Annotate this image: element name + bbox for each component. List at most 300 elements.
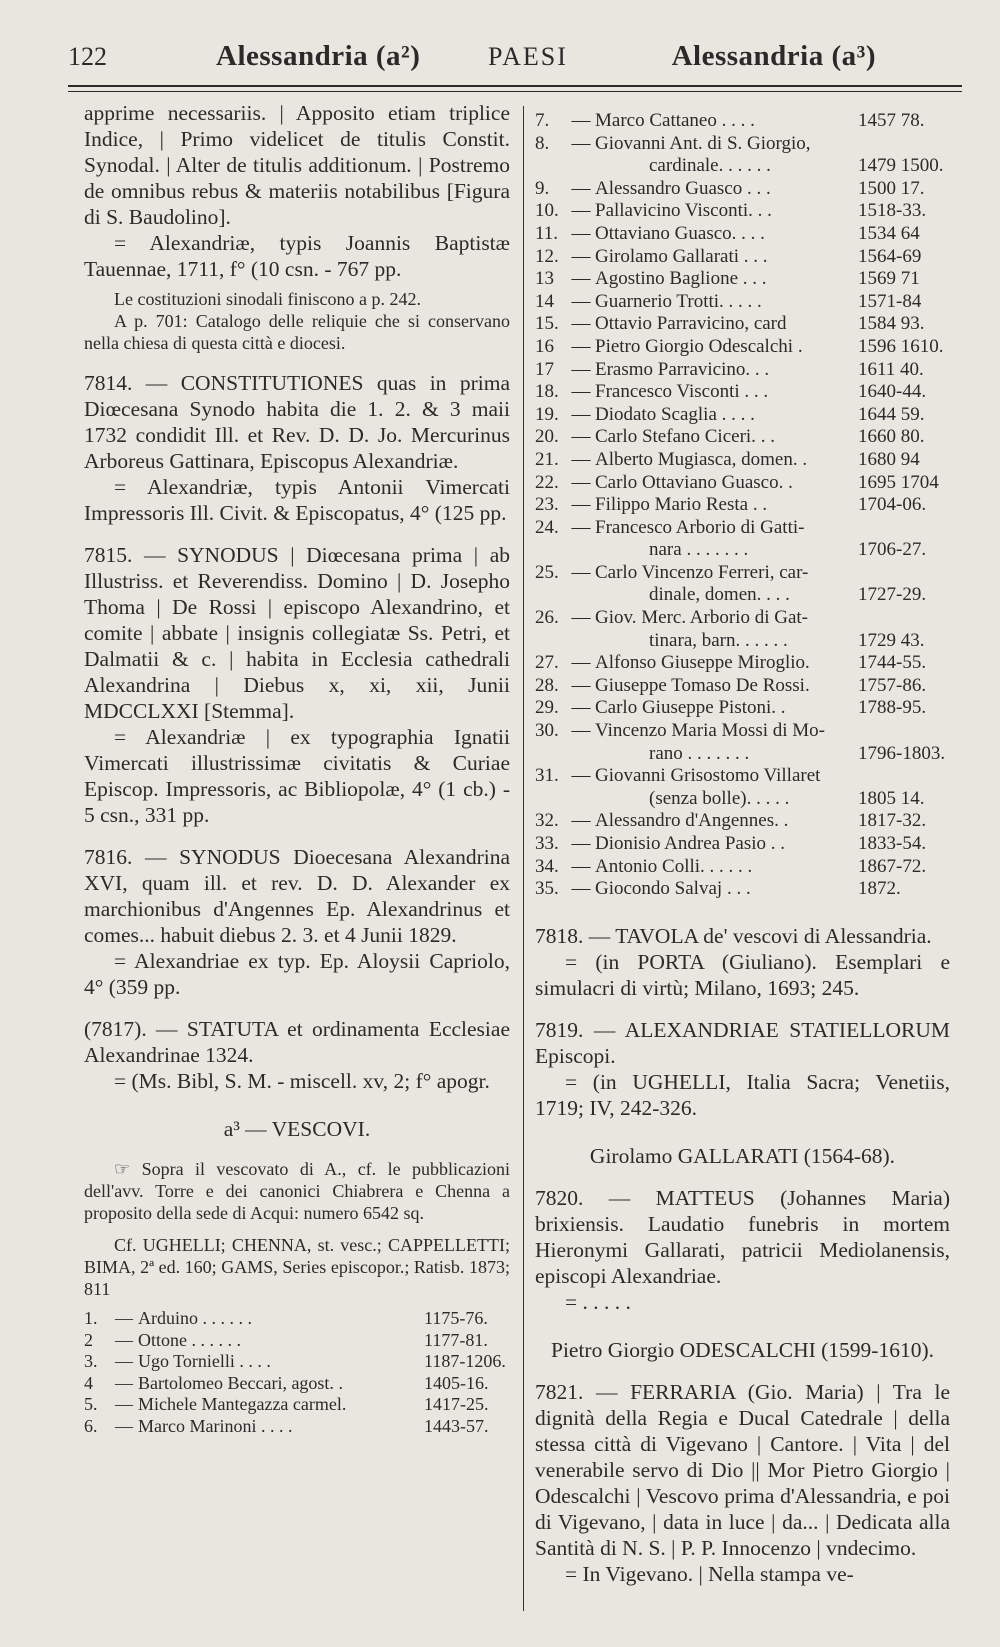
bishop-list	[84, 1308, 510, 1437]
bishop-name	[595, 133, 858, 156]
leader-dots: . . . . . .	[187, 1329, 241, 1350]
bishop-years: 1457 78.	[858, 110, 925, 131]
bishop-row	[535, 381, 950, 404]
bishop-row	[535, 765, 950, 788]
bishop-number: 27.	[535, 652, 559, 674]
dash: —	[571, 697, 591, 719]
bishop-name-text: Alessandro d'Angennes.	[595, 810, 779, 832]
note-line: Cf. UGHELLI; CHENNA, st. vesc.; CAPPELLETTI; BIMA, 2ª ed. 160; GAMS, Series episcopor.; Ratisb. 1873; 811	[84, 1235, 510, 1299]
bishop-row	[535, 110, 950, 133]
bishop-years: 1796-1803.	[858, 742, 946, 764]
note-line: A p. 701: Catalogo delle reliquie che si conservano nella chiesa di questa città e diocesi.	[84, 311, 510, 353]
bishop-name	[595, 291, 858, 314]
bishop-years: 1564-69	[858, 245, 922, 267]
dash: —	[571, 222, 591, 244]
bishop-name-text: Giov. Merc. Arborio di Gat-	[595, 607, 808, 629]
imprint-line: = Alexandriæ | ex typographia Ignatii Vimercati illustrissimæ civitatis & Curiae Episcop. Impressoris, ac Bibliopolæ, 4° (1 cb.) - 5 csn., 331 pp.	[84, 725, 510, 827]
leader-dots: . . . .	[716, 110, 755, 131]
bishop-years: 1611 40.	[858, 358, 924, 380]
bishop-years: 1571-84	[858, 290, 922, 312]
bishop-number: 22.	[535, 471, 559, 493]
note-line: ☞ Sopra il vescovato di A., cf. le pubblicazioni dell'avv. Torre e dei canonici Chiabrera e Chenna a proposito della sede di Acqui: numero 6542 sq.	[84, 1159, 510, 1223]
leader-dots: . .	[755, 426, 775, 448]
bishop-name	[595, 268, 858, 291]
bishop-number: 23.	[535, 494, 559, 516]
bishop-number: 24.	[535, 516, 559, 538]
bishop-name	[595, 200, 858, 223]
bishop-name	[595, 630, 858, 653]
bishop-years: 1443-57.	[424, 1415, 489, 1436]
bishop-name-text: Giovanni Grisostomo Villaret	[595, 765, 821, 787]
bishop-row	[535, 449, 950, 472]
subheading: Pietro Giorgio ODESCALCHI (1599-1610).	[550, 1337, 934, 1362]
bishop-number: 21.	[535, 448, 559, 470]
bishop-number: 12.	[535, 245, 559, 267]
bishop-number: 18.	[535, 381, 559, 403]
bishop-name	[595, 765, 858, 788]
bishop-number: 29.	[535, 697, 559, 719]
leader-dots: . .	[766, 833, 785, 854]
imprint-line: = . . . . .	[565, 1289, 631, 1314]
dash: —	[571, 878, 591, 900]
bishop-list	[535, 110, 950, 901]
leader-dots: . .	[750, 358, 770, 380]
dash: —	[571, 177, 591, 199]
bishop-name-text: Girolamo Gallarati	[595, 245, 740, 267]
bishop-years	[858, 765, 950, 788]
bishop-row	[84, 1330, 510, 1352]
leader-dots: . . . .	[716, 403, 755, 425]
bishop-name-text: Giuseppe Tomaso De Rossi.	[595, 674, 810, 696]
dash: —	[571, 426, 591, 448]
entry-7818: 7818. — TAVOLA de' vescovi di Alessandria.	[535, 923, 932, 948]
dash	[567, 584, 595, 607]
bishop-years: 1872.	[858, 878, 901, 900]
page-number: 122	[68, 42, 107, 71]
dash: —	[571, 855, 591, 877]
bishop-name	[595, 223, 858, 246]
bishop-years	[858, 562, 950, 585]
dash: —	[571, 674, 591, 696]
dash: —	[571, 245, 591, 267]
bishop-years: 1584 93.	[858, 313, 925, 335]
bishop-row	[535, 810, 950, 833]
leader-dots: . . . . .	[740, 629, 788, 651]
leader-dots: . . .	[761, 584, 790, 606]
bishop-name	[595, 607, 858, 630]
bishop-number: 3.	[84, 1351, 98, 1371]
section-heading: a³ — VESCOVI.	[223, 1117, 371, 1141]
bishop-number: 7.	[535, 110, 550, 131]
bishop-row	[535, 517, 950, 540]
bishop-years: 1805 14.	[858, 787, 925, 809]
bishop-years: 1817-32.	[858, 810, 927, 832]
bishop-years: 1867-72.	[858, 855, 927, 877]
imprint-line: = In Vigevano. | Nella stampa ve-	[565, 1561, 854, 1586]
bishop-name	[595, 743, 858, 766]
bishop-name-text: Vincenzo Maria Mossi di Mo-	[595, 720, 825, 742]
bishop-years	[858, 517, 950, 540]
bishop-name	[595, 404, 858, 427]
bishop-number: 28.	[535, 674, 559, 696]
bishop-years: 1660 80.	[858, 426, 925, 448]
dash: —	[115, 1415, 133, 1436]
bishop-number	[535, 743, 567, 766]
bishop-name	[595, 494, 858, 517]
bishop-years: 1500 17.	[858, 177, 925, 199]
bishop-number: 2	[84, 1329, 93, 1350]
dash: —	[571, 720, 591, 742]
bishop-row	[535, 833, 950, 856]
right-column	[535, 110, 950, 1620]
bishop-name	[595, 810, 858, 833]
bishop-name	[595, 833, 858, 856]
bishop-years: 1569 71	[858, 268, 920, 290]
bishop-name	[595, 449, 858, 472]
bishop-name	[595, 878, 858, 901]
bishop-name-text: Ottone	[138, 1329, 187, 1350]
dash	[567, 630, 595, 653]
bishop-name-text: Ottavio Parravicino, card	[595, 313, 787, 335]
dash: —	[115, 1329, 133, 1350]
bishop-years: 1704-06.	[858, 494, 927, 516]
header-rule-thin	[68, 91, 962, 92]
header-rule-thick	[68, 85, 962, 87]
bishop-years: 1405-16.	[424, 1372, 489, 1393]
bishop-number: 6.	[84, 1415, 98, 1436]
running-header	[68, 36, 972, 76]
leader-dots: . . . .	[751, 787, 790, 809]
bishop-name-text: Alessandro Guasco	[595, 177, 743, 199]
dash: —	[571, 313, 591, 335]
bishop-name-text: nara	[649, 539, 682, 561]
bishop-number: 26.	[535, 607, 559, 629]
imprint-line: = (Ms. Bibl, S. M. - miscell. xv, 2; f° apogr.	[114, 1069, 490, 1093]
bishop-number: 9.	[535, 177, 550, 199]
leader-dots: . . .	[739, 245, 768, 267]
bishop-name	[595, 539, 858, 562]
dash: —	[571, 290, 591, 312]
bishop-name	[595, 155, 858, 178]
dash: —	[571, 652, 591, 674]
bishop-name	[595, 720, 858, 743]
dash: —	[115, 1308, 133, 1328]
bishop-name	[138, 1416, 424, 1438]
leader-dots: .	[776, 697, 786, 719]
bishop-number: 14	[535, 290, 554, 312]
header-right-title: Alessandria (a³)	[671, 40, 876, 72]
bishop-name-text: Filippo Mario Resta	[595, 494, 749, 516]
bishop-name	[595, 336, 858, 359]
bishop-number: 16	[535, 335, 554, 357]
imprint-line: = Alexandriæ, typis Antonii Vimercati Impressoris Ill. Civit. & Episcopatus, 4° (125 pp.	[84, 475, 510, 525]
bishop-number: 10.	[535, 200, 559, 222]
leader-dots: . .	[752, 200, 772, 222]
dash	[567, 788, 595, 811]
left-column	[84, 100, 510, 1620]
dash: —	[571, 448, 591, 470]
bishop-number	[535, 539, 567, 562]
bishop-number: 31.	[535, 765, 559, 787]
bishop-years: 1177-81.	[424, 1329, 488, 1350]
bishop-years: 1727-29.	[858, 584, 927, 606]
bishop-row	[535, 856, 950, 879]
leader-dots: . . . . . . .	[682, 742, 750, 764]
bishop-row	[535, 359, 950, 382]
bishop-row	[535, 562, 950, 585]
bishop-name-text: Bartolomeo Beccari, agost.	[138, 1372, 334, 1393]
bishop-name-text: Guarnerio Trotti.	[595, 290, 724, 312]
dash: —	[115, 1351, 133, 1371]
bishop-name-text: Dionisio Andrea Pasio	[595, 833, 766, 854]
bishop-years: 1534 64	[858, 222, 920, 244]
dash: —	[571, 335, 591, 357]
bishop-row	[535, 404, 950, 427]
entry-continuation: apprime necessariis. | Apposito etiam triplice Indice, | Primo videlicet de titulis Constit. Synodal. | Alter de titulis additionum. | Postremo de omnibus rebus & materiis notabilibus [Figura di S. Baudolino].	[84, 101, 510, 229]
subheading: Girolamo GALLARATI (1564-68).	[589, 1143, 896, 1168]
bishop-years: 1640-44.	[858, 381, 927, 403]
dash: —	[115, 1372, 133, 1393]
bishop-number: 15.	[535, 313, 559, 335]
bishop-name	[138, 1351, 424, 1373]
bishop-years: 1729 43.	[858, 629, 925, 651]
bishop-name-text: Giocondo Salvaj	[595, 878, 723, 900]
bishop-name	[138, 1308, 424, 1330]
bishop-row	[84, 1416, 510, 1438]
dash: —	[571, 833, 591, 854]
bishop-name	[595, 856, 858, 879]
dash: —	[571, 765, 591, 787]
header-left-title: Alessandria (a²)	[216, 40, 421, 72]
bishop-years	[858, 720, 950, 743]
bishop-name-text: cardinale	[649, 155, 719, 177]
bishop-name-text: Pallavicino Visconti.	[595, 200, 753, 222]
leader-dots: . . . . . .	[718, 155, 771, 177]
bishop-name-text: tinara, barn.	[649, 629, 741, 651]
bishop-name-text: Alberto Mugiasca, domen.	[595, 448, 798, 470]
imprint-line: = Alexandriæ, typis Joannis Baptistæ Tauennae, 1711, f° (10 csn. - 767 pp.	[84, 231, 510, 281]
leader-dots: . . . . . .	[198, 1308, 252, 1328]
leader-dots: .	[783, 471, 793, 493]
bishop-number: 30.	[535, 720, 559, 742]
bishop-name-text: dinale, domen.	[649, 584, 762, 606]
entry-7820: 7820. — MATTEUS (Johannes Maria) brixiensis. Laudatio funebris in mortem Hieronymi Gallarati, patricii Mediolanensis, episcopi Alexandriae.	[535, 1185, 950, 1288]
bishop-row	[535, 268, 950, 291]
bishop-name-text: Giovanni Ant. di S. Giorgio,	[595, 132, 811, 154]
bishop-number: 8.	[535, 132, 550, 154]
bishop-name	[595, 246, 858, 269]
bishop-number: 11.	[535, 222, 559, 244]
bishop-name-text: Agostino Baglione	[595, 268, 739, 290]
bishop-row	[535, 133, 950, 156]
bishop-name-text: Alfonso Giuseppe Miroglio.	[595, 652, 810, 674]
bishop-row	[535, 539, 950, 562]
bishop-row	[535, 426, 950, 449]
entry-7819: 7819. — ALEXANDRIAE STATIELLORUM Episcopi.	[535, 1017, 950, 1068]
bishop-name	[138, 1373, 424, 1395]
leader-dots: . . . . .	[704, 855, 753, 877]
dash	[567, 539, 595, 562]
leader-dots: . . .	[739, 381, 769, 403]
bishop-name	[595, 381, 858, 404]
bishop-name	[595, 675, 858, 698]
bishop-row	[535, 336, 950, 359]
leader-dots: .	[333, 1372, 343, 1393]
bishop-name-text: Francesco Arborio di Gatti-	[595, 516, 805, 538]
bishop-name	[595, 697, 858, 720]
leader-dots: . . . .	[723, 290, 762, 312]
bishop-row	[535, 675, 950, 698]
leader-dots: . . .	[742, 177, 771, 199]
dash: —	[115, 1394, 133, 1414]
bishop-years: 1757-86.	[858, 674, 927, 696]
bishop-name	[595, 472, 858, 495]
entry-7821: 7821. — FERRARIA (Gio. Maria) | Tra le dignità della Regia e Ducal Catedrale | della stessa città di Vigevano | Cantore. | Vita | del venerabile servo di Dio || Mor Pietro Giorgio | Odescalchi | Vescovo prima d'Alessandria, e poi di Vigevano, | data in luce | da... | Dedicata alla Santità di N. S. | P. P. Innocenzo | vndecimo.	[535, 1379, 950, 1560]
imprint-line: = Alexandriae ex typ. Ep. Aloysii Capriolo, 4° (359 pp.	[84, 949, 510, 999]
leader-dots: .	[793, 335, 803, 357]
bishop-years: 1518-33.	[858, 200, 927, 222]
dash: —	[571, 607, 591, 629]
bishop-row	[535, 607, 950, 630]
entry-7815: 7815. — SYNODUS | Diœcesana prima | ab Illustriss. et Reverendiss. Domino | D. Josepho Thoma | De Rossi | episcopo Alexandrino, et comite | abbate | insignis collegiatæ Ss. Petri, et Dalmatii & c. | habita in Ecclesia cathedrali Alexandrina | Diebus x, xi, xii, Junii MDCCLXXI [Stemma].	[84, 543, 510, 723]
bishop-years: 1788-95.	[858, 697, 927, 719]
bishop-row	[535, 630, 950, 653]
dash: —	[571, 516, 591, 538]
leader-dots: . . . .	[256, 1415, 293, 1436]
bishop-row	[535, 223, 950, 246]
dash: —	[571, 810, 591, 832]
bishop-name-text: Antonio Colli.	[595, 855, 705, 877]
bishop-number: 20.	[535, 426, 559, 448]
bishop-row	[535, 720, 950, 743]
bishop-years	[858, 133, 950, 156]
entry-7816: 7816. — SYNODUS Dioecesana Alexandrina XVI, quam ill. et rev. D. D. Alexander ex marchionibus d'Angennes Ep. Alexandrinus et comes... habuit diebus 2. 3. et 4 Junii 1829.	[84, 845, 510, 947]
bishop-years: 1175-76.	[424, 1308, 488, 1328]
dash: —	[571, 561, 591, 583]
bishop-years: 1744-55.	[858, 652, 927, 674]
bishop-name-text: (senza bolle).	[649, 787, 752, 809]
dash: —	[571, 494, 591, 516]
dash: —	[571, 358, 591, 380]
bishop-name	[595, 517, 858, 540]
bishop-name-text: Erasmo Parravicino.	[595, 358, 751, 380]
dash: —	[571, 200, 591, 222]
bishop-name-text: Arduino	[138, 1308, 198, 1328]
bishop-row	[84, 1308, 510, 1330]
bishop-number	[535, 788, 567, 811]
bishop-row	[535, 878, 950, 901]
bishop-number: 34.	[535, 855, 559, 877]
bishop-name-text: Michele Mantegazza carmel.	[138, 1394, 347, 1414]
bishop-number: 4	[84, 1372, 93, 1393]
bishop-years	[858, 607, 950, 630]
bishop-name-text: Carlo Stefano Ciceri.	[595, 426, 756, 448]
bishop-years: 1695 1704	[858, 471, 939, 493]
bishop-number: 1.	[84, 1308, 98, 1328]
bishop-name-text: Ottaviano Guasco.	[595, 222, 737, 244]
bishop-name-text: Diodato Scaglia	[595, 403, 717, 425]
bishop-row	[535, 652, 950, 675]
leader-dots: . .	[748, 494, 768, 516]
note-line: Le costituzioni sinodali finiscono a p. 242.	[114, 289, 421, 309]
bishop-number: 17	[535, 358, 554, 380]
bishop-row	[535, 200, 950, 223]
bishop-name	[595, 313, 858, 336]
bishop-years: 1833-54.	[858, 833, 927, 854]
bishop-name-text: rano	[649, 742, 683, 764]
dash	[567, 155, 595, 178]
bishop-number: 25.	[535, 561, 559, 583]
bishop-years: 1479 1500.	[858, 155, 944, 177]
dash: —	[571, 381, 591, 403]
leader-dots: . . . .	[234, 1351, 271, 1371]
bishop-row	[84, 1373, 510, 1395]
bishop-years: 1596 1610.	[858, 335, 944, 357]
bishop-row	[535, 494, 950, 517]
bishop-row	[535, 697, 950, 720]
bishop-name-text: Pietro Giorgio Odescalchi	[595, 335, 794, 357]
bishop-name	[595, 788, 858, 811]
bishop-years: 1706-27.	[858, 539, 927, 561]
column-divider	[523, 106, 524, 1611]
imprint-line: = (in PORTA (Giuliano). Esemplari e simulacri di virtù; Milano, 1693; 245.	[535, 949, 950, 1000]
bishop-name	[595, 426, 858, 449]
dash: —	[571, 471, 591, 493]
bishop-number: 35.	[535, 878, 559, 900]
bishop-name	[138, 1330, 424, 1352]
bishop-number	[535, 155, 567, 178]
dash: —	[571, 110, 591, 131]
leader-dots: .	[797, 448, 808, 470]
bishop-number: 33.	[535, 833, 559, 854]
bishop-name	[595, 562, 858, 585]
dash	[567, 743, 595, 766]
bishop-name-text: Ugo Tornielli	[138, 1351, 235, 1371]
bishop-years: 1680 94	[858, 448, 920, 470]
bishop-row	[535, 155, 950, 178]
bishop-name-text: Marco Marinoni	[138, 1415, 257, 1436]
bishop-name	[138, 1394, 424, 1416]
bishop-name-text: Carlo Ottaviano Guasco.	[595, 471, 784, 493]
leader-dots: . . . . . . .	[681, 539, 749, 561]
leader-dots: . . .	[738, 268, 767, 290]
bishop-row	[535, 743, 950, 766]
bishop-years: 1187-1206.	[424, 1351, 506, 1371]
bishop-number: 19.	[535, 403, 559, 425]
bishop-row	[535, 313, 950, 336]
bishop-name-text: Marco Cattaneo	[595, 110, 717, 131]
bishop-number: 13	[535, 268, 554, 290]
bishop-name	[595, 110, 858, 133]
entry-7814: 7814. — CONSTITUTIONES quas in prima Diœcesana Synodo habita die 1. 2. & 3 maii 1732 condidit Ill. et Rev. D. D. Jo. Mercurinus Arboreus Gattinara, Episcopus Alexandriæ.	[84, 371, 510, 473]
bishop-name-text: Carlo Giuseppe Pistoni.	[595, 697, 777, 719]
bishop-row	[535, 246, 950, 269]
bishop-name-text: Carlo Vincenzo Ferreri, car-	[595, 561, 809, 583]
bishop-number: 5.	[84, 1394, 98, 1414]
bishop-row	[84, 1351, 510, 1373]
bishop-years: 1417-25.	[424, 1394, 489, 1414]
imprint-line: = (in UGHELLI, Italia Sacra; Venetiis, 1719; IV, 242-326.	[535, 1069, 950, 1120]
bishop-name-text: Francesco Visconti	[595, 381, 740, 403]
bishop-row	[535, 472, 950, 495]
bishop-row	[535, 584, 950, 607]
bishop-number	[535, 584, 567, 607]
bishop-row	[535, 788, 950, 811]
bishop-number: 32.	[535, 810, 559, 832]
bishop-row	[535, 178, 950, 201]
dash: —	[571, 268, 591, 290]
bishop-number	[535, 630, 567, 653]
